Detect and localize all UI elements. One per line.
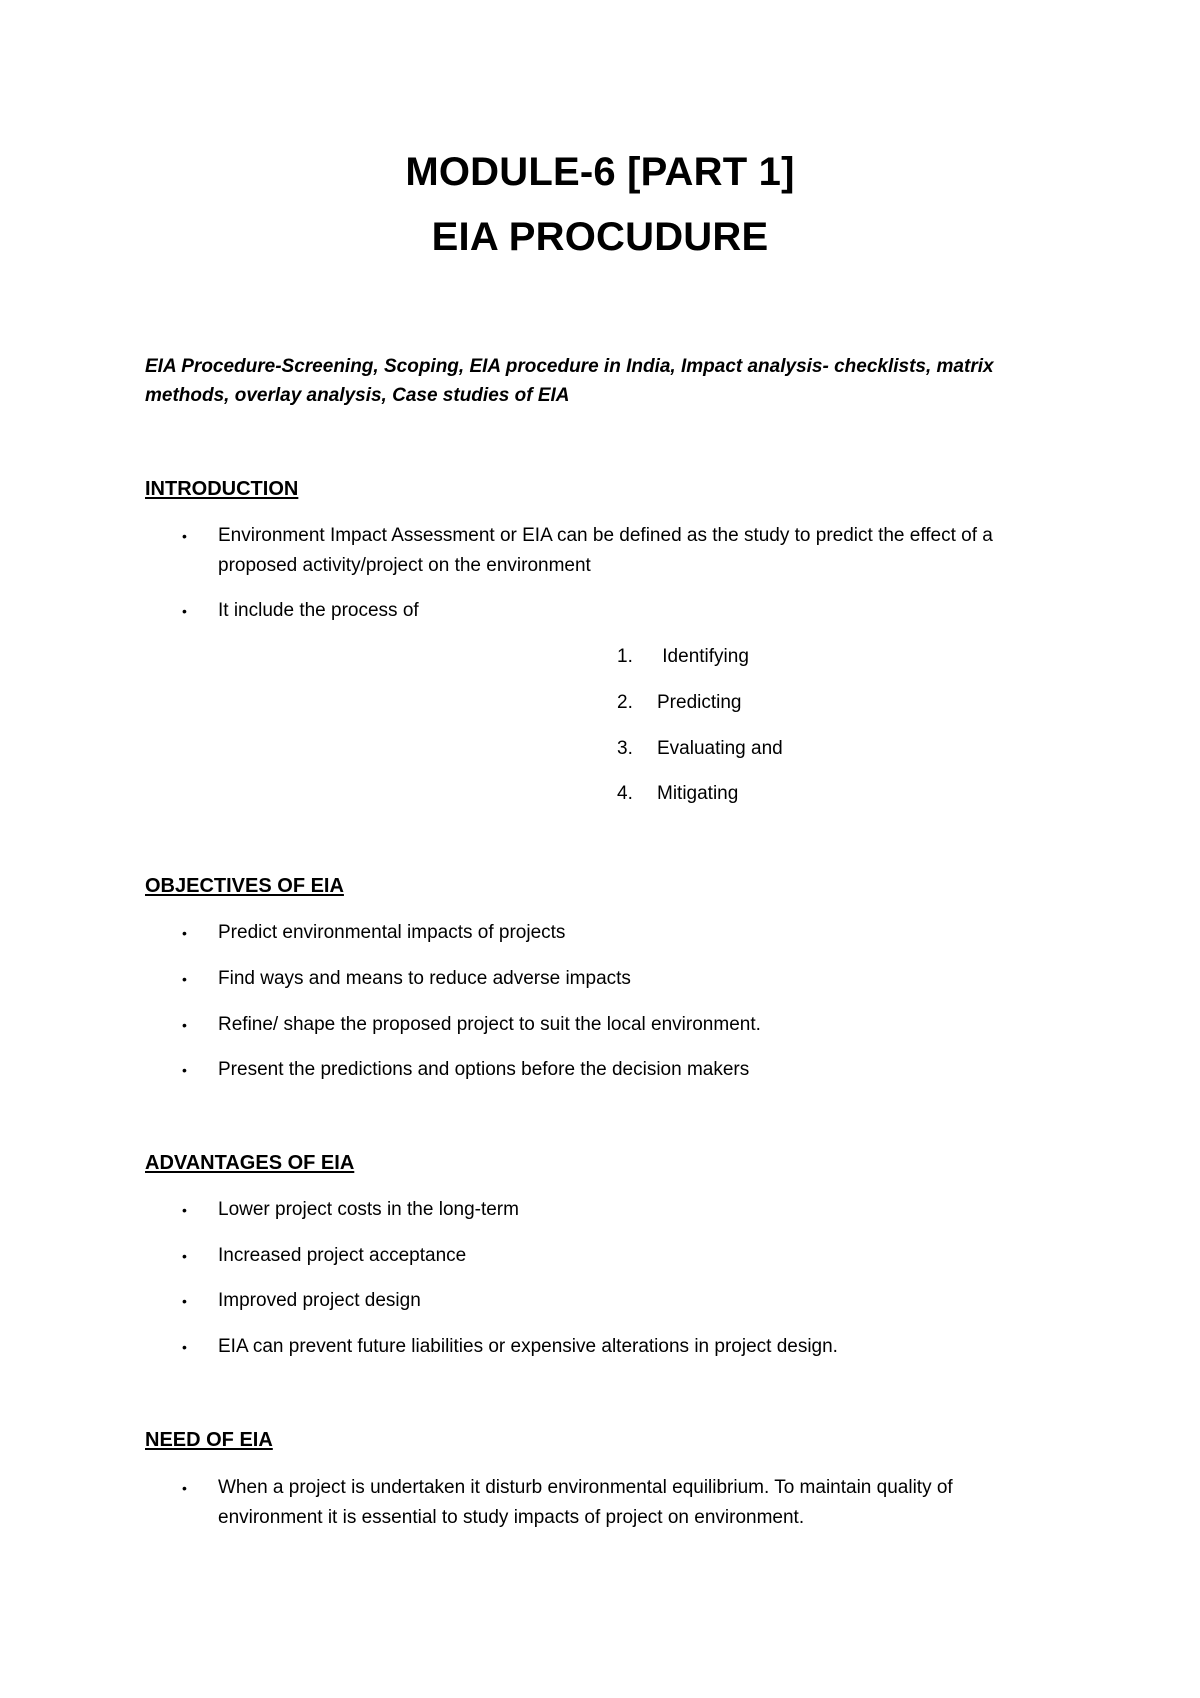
- syllabus-line: EIA Procedure-Screening, Scoping, EIA procedure in India, Impact analysis- checklists, matrix: [145, 356, 994, 377]
- numbered-item: [617, 779, 738, 809]
- module-title: MODULE-6 [PART 1]: [405, 150, 795, 194]
- advantages-heading: ADVANTAGES OF EIA: [145, 1152, 355, 1174]
- bullet-icon: •: [182, 528, 187, 544]
- bullet-text: Environment Impact Assessment or EIA can be defined as the study to predict the effect of a: [218, 525, 993, 546]
- item-number: 1.: [617, 646, 633, 667]
- bullet-text: Present the predictions and options before the decision makers: [218, 1059, 750, 1080]
- bullet-text: Find ways and means to reduce adverse impacts: [218, 968, 631, 989]
- bullet-icon: •: [182, 1293, 187, 1309]
- numbered-item: [617, 734, 783, 764]
- introduction-heading: INTRODUCTION: [145, 478, 299, 500]
- list-item: [145, 1473, 1065, 1533]
- item-text: Mitigating: [657, 783, 739, 804]
- syllabus-text: [145, 352, 1045, 410]
- bullet-icon: •: [182, 925, 187, 941]
- item-number: 4.: [617, 783, 633, 804]
- bullet-text: Refine/ shape the proposed project to suit the local environment.: [218, 1014, 761, 1035]
- need-heading: NEED OF EIA: [145, 1429, 273, 1451]
- list-item: [145, 521, 1065, 581]
- item-number: 2.: [617, 692, 633, 713]
- bullet-text: When a project is undertaken it disturb environmental equilibrium. To maintain quality of: [218, 1477, 953, 1498]
- bullet-icon: •: [182, 1339, 187, 1355]
- numbered-item: [617, 688, 742, 718]
- bullet-text: environment it is essential to study impacts of project on environment.: [218, 1507, 805, 1528]
- document-title: EIA PROCUDURE: [431, 215, 769, 259]
- bullet-text: Predict environmental impacts of projects: [218, 922, 566, 943]
- bullet-icon: •: [182, 1480, 187, 1496]
- bullet-text: Lower project costs in the long-term: [218, 1199, 519, 1220]
- item-number: 3.: [617, 738, 633, 759]
- numbered-item: [617, 642, 749, 672]
- list-item: [145, 1055, 1065, 1085]
- bullet-text: Improved project design: [218, 1290, 421, 1311]
- bullet-text: EIA can prevent future liabilities or expensive alterations in project design.: [218, 1336, 838, 1357]
- bullet-icon: •: [182, 1062, 187, 1078]
- objectives-heading: OBJECTIVES OF EIA: [145, 875, 344, 897]
- list-item: [145, 1332, 1065, 1362]
- list-item: [145, 918, 1065, 948]
- item-text: Evaluating and: [657, 738, 783, 759]
- list-item: [145, 596, 1065, 626]
- bullet-text: It include the process of: [218, 600, 419, 621]
- bullet-icon: •: [182, 971, 187, 987]
- list-item: [145, 964, 1065, 994]
- item-text: Predicting: [657, 692, 742, 713]
- list-item: [145, 1286, 1065, 1316]
- item-text: Identifying: [657, 646, 749, 667]
- bullet-text: Increased project acceptance: [218, 1245, 467, 1266]
- syllabus-line: methods, overlay analysis, Case studies of EIA: [145, 385, 570, 406]
- bullet-icon: •: [182, 1017, 187, 1033]
- list-item: [145, 1195, 1065, 1225]
- bullet-icon: •: [182, 1248, 187, 1264]
- bullet-icon: •: [182, 1202, 187, 1218]
- bullet-text: proposed activity/project on the environment: [218, 555, 591, 576]
- list-item: [145, 1241, 1065, 1271]
- list-item: [145, 1010, 1065, 1040]
- bullet-icon: •: [182, 603, 187, 619]
